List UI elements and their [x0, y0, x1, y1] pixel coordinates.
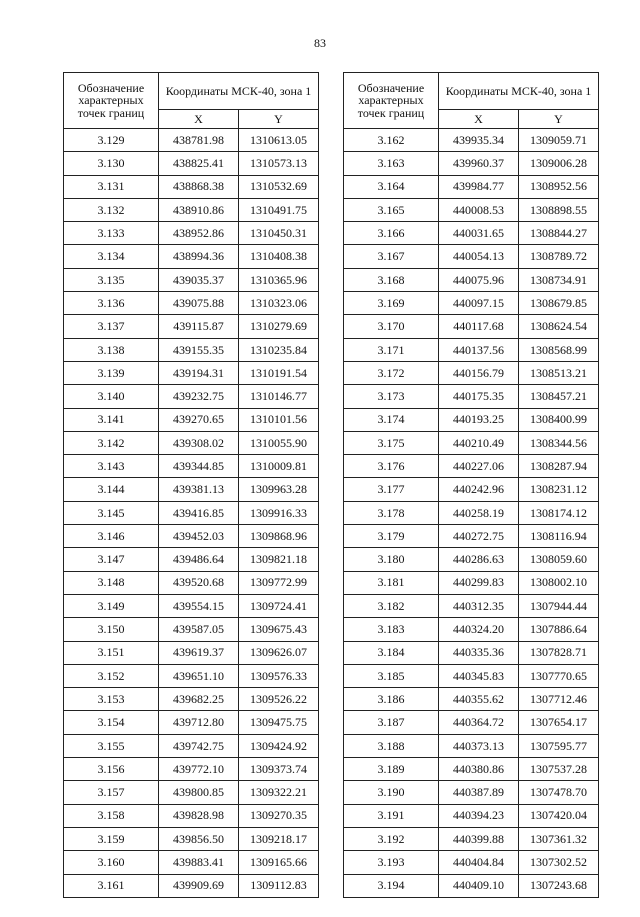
table-row — [64, 245, 319, 268]
table-row — [64, 804, 319, 827]
x-coordinate-cell: 440409.10 — [439, 874, 519, 897]
point-id-cell: 3.133 — [64, 222, 159, 245]
y-coordinate-cell: 1310235.84 — [239, 338, 319, 361]
y-coordinate-cell: 1309675.43 — [239, 618, 319, 641]
point-id-cell: 3.159 — [64, 827, 159, 850]
x-coordinate-cell: 440075.96 — [439, 268, 519, 291]
point-id-cell: 3.177 — [344, 478, 439, 501]
y-coordinate-cell: 1309475.75 — [239, 711, 319, 734]
x-coordinate-cell: 440355.62 — [439, 688, 519, 711]
table-row — [64, 431, 319, 454]
x-coordinate-cell: 439883.41 — [159, 851, 239, 874]
point-id-cell: 3.134 — [64, 245, 159, 268]
x-coordinate-cell: 439270.65 — [159, 408, 239, 431]
table-row — [344, 292, 599, 315]
point-id-cell: 3.188 — [344, 734, 439, 757]
y-coordinate-cell: 1310279.69 — [239, 315, 319, 338]
point-id-cell: 3.173 — [344, 385, 439, 408]
table-row — [64, 315, 319, 338]
x-coordinate-cell: 440373.13 — [439, 734, 519, 757]
point-id-cell: 3.180 — [344, 548, 439, 571]
table-row — [344, 501, 599, 524]
x-coordinate-cell: 438825.41 — [159, 152, 239, 175]
y-coordinate-cell: 1309724.41 — [239, 594, 319, 617]
x-coordinate-cell: 440272.75 — [439, 525, 519, 548]
point-id-cell: 3.174 — [344, 408, 439, 431]
y-coordinate-cell: 1309526.22 — [239, 688, 319, 711]
table-row — [64, 175, 319, 198]
table-row — [64, 781, 319, 804]
x-coordinate-cell: 439194.31 — [159, 361, 239, 384]
table-row — [64, 688, 319, 711]
table-row — [344, 711, 599, 734]
y-coordinate-cell: 1308513.21 — [519, 361, 599, 384]
y-coordinate-cell: 1307654.17 — [519, 711, 599, 734]
table-row — [64, 851, 319, 874]
page-number: 83 — [314, 36, 326, 50]
table-row — [344, 548, 599, 571]
x-coordinate-cell: 440345.83 — [439, 664, 519, 687]
y-coordinate-cell: 1307478.70 — [519, 781, 599, 804]
y-coordinate-cell: 1310613.05 — [239, 129, 319, 152]
table-row — [344, 618, 599, 641]
x-coordinate-cell: 440404.84 — [439, 851, 519, 874]
table-row — [64, 664, 319, 687]
y-coordinate-cell: 1309218.17 — [239, 827, 319, 850]
table-row — [64, 408, 319, 431]
x-coordinate-cell: 440137.56 — [439, 338, 519, 361]
point-id-cell: 3.142 — [64, 431, 159, 454]
point-id-cell: 3.157 — [64, 781, 159, 804]
point-id-cell: 3.171 — [344, 338, 439, 361]
table-row — [344, 245, 599, 268]
y-coordinate-cell: 1308174.12 — [519, 501, 599, 524]
x-coordinate-cell: 440210.49 — [439, 431, 519, 454]
table-row — [64, 268, 319, 291]
point-id-cell: 3.140 — [64, 385, 159, 408]
x-coordinate-cell: 438994.36 — [159, 245, 239, 268]
table-row — [344, 525, 599, 548]
point-id-cell: 3.170 — [344, 315, 439, 338]
x-coordinate-cell: 440097.15 — [439, 292, 519, 315]
point-id-cell: 3.182 — [344, 594, 439, 617]
point-id-cell: 3.169 — [344, 292, 439, 315]
x-coordinate-cell: 439984.77 — [439, 175, 519, 198]
point-id-cell: 3.192 — [344, 827, 439, 850]
x-coordinate-cell: 439155.35 — [159, 338, 239, 361]
y-coordinate-cell: 1307944.44 — [519, 594, 599, 617]
x-coordinate-cell: 439587.05 — [159, 618, 239, 641]
y-coordinate-cell: 1307361.32 — [519, 827, 599, 850]
y-coordinate-cell: 1307537.28 — [519, 758, 599, 781]
point-id-cell: 3.193 — [344, 851, 439, 874]
x-coordinate-cell: 440299.83 — [439, 571, 519, 594]
x-coordinate-cell: 440175.35 — [439, 385, 519, 408]
x-coordinate-cell: 439416.85 — [159, 501, 239, 524]
y-coordinate-cell: 1309424.92 — [239, 734, 319, 757]
table-row — [344, 455, 599, 478]
y-coordinate-cell: 1310573.13 — [239, 152, 319, 175]
point-id-cell: 3.164 — [344, 175, 439, 198]
table-body-right — [344, 129, 599, 898]
point-id-cell: 3.131 — [64, 175, 159, 198]
x-coordinate-cell: 439232.75 — [159, 385, 239, 408]
table-row — [64, 338, 319, 361]
point-id-cell: 3.149 — [64, 594, 159, 617]
x-coordinate-cell: 438952.86 — [159, 222, 239, 245]
x-coordinate-cell: 439856.50 — [159, 827, 239, 850]
table-row — [64, 361, 319, 384]
x-coordinate-cell: 440394.23 — [439, 804, 519, 827]
y-coordinate-cell: 1308002.10 — [519, 571, 599, 594]
y-coordinate-cell: 1308734.91 — [519, 268, 599, 291]
x-coordinate-cell: 440399.88 — [439, 827, 519, 850]
x-coordinate-cell: 439742.75 — [159, 734, 239, 757]
point-id-cell: 3.155 — [64, 734, 159, 757]
x-coordinate-cell: 439486.64 — [159, 548, 239, 571]
table-row — [64, 129, 319, 152]
x-coordinate-cell: 440286.63 — [439, 548, 519, 571]
table-row — [64, 455, 319, 478]
x-column-header: X — [439, 110, 519, 129]
table-row — [64, 478, 319, 501]
table-row — [344, 408, 599, 431]
x-coordinate-cell: 439619.37 — [159, 641, 239, 664]
point-id-cell: 3.153 — [64, 688, 159, 711]
table-row — [64, 734, 319, 757]
y-coordinate-cell: 1310009.81 — [239, 455, 319, 478]
coords-column-header: Координаты МСК-40, зона 1 — [159, 73, 319, 110]
y-coordinate-cell: 1308952.56 — [519, 175, 599, 198]
point-id-cell: 3.179 — [344, 525, 439, 548]
table-row — [64, 758, 319, 781]
point-id-cell: 3.165 — [344, 198, 439, 221]
point-id-cell: 3.166 — [344, 222, 439, 245]
x-coordinate-cell: 440031.65 — [439, 222, 519, 245]
x-coordinate-cell: 440364.72 — [439, 711, 519, 734]
table-row — [64, 198, 319, 221]
table-row — [344, 431, 599, 454]
y-coordinate-cell: 1310146.77 — [239, 385, 319, 408]
table-row — [344, 594, 599, 617]
y-coordinate-cell: 1309963.28 — [239, 478, 319, 501]
y-coordinate-cell: 1309165.66 — [239, 851, 319, 874]
y-coordinate-cell: 1310450.31 — [239, 222, 319, 245]
point-id-cell: 3.189 — [344, 758, 439, 781]
x-coordinate-cell: 440193.25 — [439, 408, 519, 431]
table-row — [64, 874, 319, 897]
x-coordinate-cell: 440387.89 — [439, 781, 519, 804]
point-id-cell: 3.156 — [64, 758, 159, 781]
table-row — [344, 758, 599, 781]
y-coordinate-cell: 1308400.99 — [519, 408, 599, 431]
point-id-cell: 3.137 — [64, 315, 159, 338]
y-coordinate-cell: 1307886.64 — [519, 618, 599, 641]
table-row — [344, 361, 599, 384]
x-coordinate-cell: 439651.10 — [159, 664, 239, 687]
y-coordinate-cell: 1308624.54 — [519, 315, 599, 338]
x-coordinate-cell: 440312.35 — [439, 594, 519, 617]
y-coordinate-cell: 1310055.90 — [239, 431, 319, 454]
point-id-cell: 3.161 — [64, 874, 159, 897]
point-id-cell: 3.191 — [344, 804, 439, 827]
table-row — [344, 571, 599, 594]
point-id-cell: 3.138 — [64, 338, 159, 361]
table-row — [64, 571, 319, 594]
y-coordinate-cell: 1309821.18 — [239, 548, 319, 571]
y-coordinate-cell: 1310323.06 — [239, 292, 319, 315]
y-coordinate-cell: 1308898.55 — [519, 198, 599, 221]
point-id-cell: 3.183 — [344, 618, 439, 641]
table-row — [344, 851, 599, 874]
table-row — [344, 222, 599, 245]
y-coordinate-cell: 1308059.60 — [519, 548, 599, 571]
y-column-header: Y — [519, 110, 599, 129]
x-coordinate-cell: 439828.98 — [159, 804, 239, 827]
x-coordinate-cell: 439035.37 — [159, 268, 239, 291]
y-coordinate-cell: 1307712.46 — [519, 688, 599, 711]
x-coordinate-cell: 440380.86 — [439, 758, 519, 781]
x-coordinate-cell: 439554.15 — [159, 594, 239, 617]
table-row — [64, 618, 319, 641]
table-row — [344, 315, 599, 338]
point-id-cell: 3.175 — [344, 431, 439, 454]
point-id-cell: 3.167 — [344, 245, 439, 268]
point-id-cell: 3.187 — [344, 711, 439, 734]
table-row — [344, 175, 599, 198]
y-coordinate-cell: 1308231.12 — [519, 478, 599, 501]
y-coordinate-cell: 1308568.99 — [519, 338, 599, 361]
x-coordinate-cell: 438868.38 — [159, 175, 239, 198]
point-id-cell: 3.148 — [64, 571, 159, 594]
coordinates-table-right — [343, 72, 599, 898]
x-coordinate-cell: 439772.10 — [159, 758, 239, 781]
x-coordinate-cell: 439452.03 — [159, 525, 239, 548]
x-coordinate-cell: 440156.79 — [439, 361, 519, 384]
y-coordinate-cell: 1308457.21 — [519, 385, 599, 408]
point-id-cell: 3.139 — [64, 361, 159, 384]
x-coordinate-cell: 440242.96 — [439, 478, 519, 501]
table-row — [64, 152, 319, 175]
y-coordinate-cell: 1309868.96 — [239, 525, 319, 548]
x-coordinate-cell: 439935.34 — [439, 129, 519, 152]
x-coordinate-cell: 439712.80 — [159, 711, 239, 734]
point-id-cell: 3.176 — [344, 455, 439, 478]
point-id-cell: 3.186 — [344, 688, 439, 711]
y-coordinate-cell: 1310532.69 — [239, 175, 319, 198]
y-coordinate-cell: 1307420.04 — [519, 804, 599, 827]
point-column-header: Обозначение характерных точек границ — [64, 73, 159, 129]
table-row — [344, 641, 599, 664]
table-row — [344, 129, 599, 152]
x-coordinate-cell: 439075.88 — [159, 292, 239, 315]
table-row — [344, 478, 599, 501]
point-id-cell: 3.143 — [64, 455, 159, 478]
y-coordinate-cell: 1307770.65 — [519, 664, 599, 687]
table-row — [344, 198, 599, 221]
x-coordinate-cell: 440008.53 — [439, 198, 519, 221]
table-row — [344, 804, 599, 827]
table-row — [64, 385, 319, 408]
point-id-cell: 3.135 — [64, 268, 159, 291]
y-coordinate-cell: 1309112.83 — [239, 874, 319, 897]
point-id-cell: 3.147 — [64, 548, 159, 571]
y-coordinate-cell: 1308789.72 — [519, 245, 599, 268]
x-coordinate-cell: 439520.68 — [159, 571, 239, 594]
point-id-cell: 3.132 — [64, 198, 159, 221]
table-row — [344, 268, 599, 291]
x-coordinate-cell: 439960.37 — [439, 152, 519, 175]
table-row — [64, 641, 319, 664]
y-coordinate-cell: 1310365.96 — [239, 268, 319, 291]
point-id-cell: 3.154 — [64, 711, 159, 734]
table-row — [344, 874, 599, 897]
x-coordinate-cell: 440335.36 — [439, 641, 519, 664]
x-coordinate-cell: 439800.85 — [159, 781, 239, 804]
table-row — [344, 734, 599, 757]
table-row — [64, 827, 319, 850]
y-coordinate-cell: 1310408.38 — [239, 245, 319, 268]
x-coordinate-cell: 438781.98 — [159, 129, 239, 152]
table-row — [64, 501, 319, 524]
table-row — [64, 548, 319, 571]
x-coordinate-cell: 439344.85 — [159, 455, 239, 478]
y-coordinate-cell: 1308287.94 — [519, 455, 599, 478]
y-coordinate-cell: 1310101.56 — [239, 408, 319, 431]
table-row — [64, 594, 319, 617]
point-id-cell: 3.130 — [64, 152, 159, 175]
y-coordinate-cell: 1307828.71 — [519, 641, 599, 664]
point-id-cell: 3.172 — [344, 361, 439, 384]
point-id-cell: 3.144 — [64, 478, 159, 501]
point-id-cell: 3.194 — [344, 874, 439, 897]
point-id-cell: 3.163 — [344, 152, 439, 175]
point-id-cell: 3.145 — [64, 501, 159, 524]
y-coordinate-cell: 1307595.77 — [519, 734, 599, 757]
x-coordinate-cell: 440258.19 — [439, 501, 519, 524]
table-row — [64, 222, 319, 245]
point-id-cell: 3.136 — [64, 292, 159, 315]
table-body-left — [64, 129, 319, 898]
y-coordinate-cell: 1308344.56 — [519, 431, 599, 454]
y-coordinate-cell: 1307243.68 — [519, 874, 599, 897]
point-id-cell: 3.129 — [64, 129, 159, 152]
table-row — [64, 525, 319, 548]
point-column-header: Обозначение характерных точек границ — [344, 73, 439, 129]
x-coordinate-cell: 439115.87 — [159, 315, 239, 338]
point-id-cell: 3.190 — [344, 781, 439, 804]
coords-column-header: Координаты МСК-40, зона 1 — [439, 73, 599, 110]
table-row — [344, 338, 599, 361]
x-coordinate-cell: 440227.06 — [439, 455, 519, 478]
y-coordinate-cell: 1309270.35 — [239, 804, 319, 827]
coordinates-table-left — [63, 72, 319, 898]
x-coordinate-cell: 438910.86 — [159, 198, 239, 221]
point-id-cell: 3.184 — [344, 641, 439, 664]
x-coordinate-cell: 439909.69 — [159, 874, 239, 897]
y-coordinate-cell: 1309373.74 — [239, 758, 319, 781]
x-coordinate-cell: 439381.13 — [159, 478, 239, 501]
point-id-cell: 3.151 — [64, 641, 159, 664]
point-id-cell: 3.150 — [64, 618, 159, 641]
y-coordinate-cell: 1309576.33 — [239, 664, 319, 687]
point-id-cell: 3.168 — [344, 268, 439, 291]
y-coordinate-cell: 1310491.75 — [239, 198, 319, 221]
point-id-cell: 3.178 — [344, 501, 439, 524]
y-coordinate-cell: 1310191.54 — [239, 361, 319, 384]
y-coordinate-cell: 1308844.27 — [519, 222, 599, 245]
y-coordinate-cell: 1309059.71 — [519, 129, 599, 152]
point-id-cell: 3.162 — [344, 129, 439, 152]
x-coordinate-cell: 439308.02 — [159, 431, 239, 454]
table-row — [344, 385, 599, 408]
table-row — [344, 688, 599, 711]
table-row — [344, 781, 599, 804]
y-coordinate-cell: 1309626.07 — [239, 641, 319, 664]
y-coordinate-cell: 1309322.21 — [239, 781, 319, 804]
x-coordinate-cell: 439682.25 — [159, 688, 239, 711]
x-column-header: X — [159, 110, 239, 129]
y-coordinate-cell: 1308116.94 — [519, 525, 599, 548]
point-id-cell: 3.160 — [64, 851, 159, 874]
point-id-cell: 3.141 — [64, 408, 159, 431]
x-coordinate-cell: 440324.20 — [439, 618, 519, 641]
table-row — [344, 827, 599, 850]
x-coordinate-cell: 440117.68 — [439, 315, 519, 338]
y-coordinate-cell: 1309006.28 — [519, 152, 599, 175]
table-row — [344, 664, 599, 687]
y-coordinate-cell: 1308679.85 — [519, 292, 599, 315]
point-id-cell: 3.158 — [64, 804, 159, 827]
y-coordinate-cell: 1309772.99 — [239, 571, 319, 594]
point-id-cell: 3.181 — [344, 571, 439, 594]
point-id-cell: 3.146 — [64, 525, 159, 548]
y-column-header: Y — [239, 110, 319, 129]
table-row — [344, 152, 599, 175]
point-id-cell: 3.152 — [64, 664, 159, 687]
y-coordinate-cell: 1309916.33 — [239, 501, 319, 524]
table-row — [64, 711, 319, 734]
point-id-cell: 3.185 — [344, 664, 439, 687]
x-coordinate-cell: 440054.13 — [439, 245, 519, 268]
y-coordinate-cell: 1307302.52 — [519, 851, 599, 874]
table-row — [64, 292, 319, 315]
